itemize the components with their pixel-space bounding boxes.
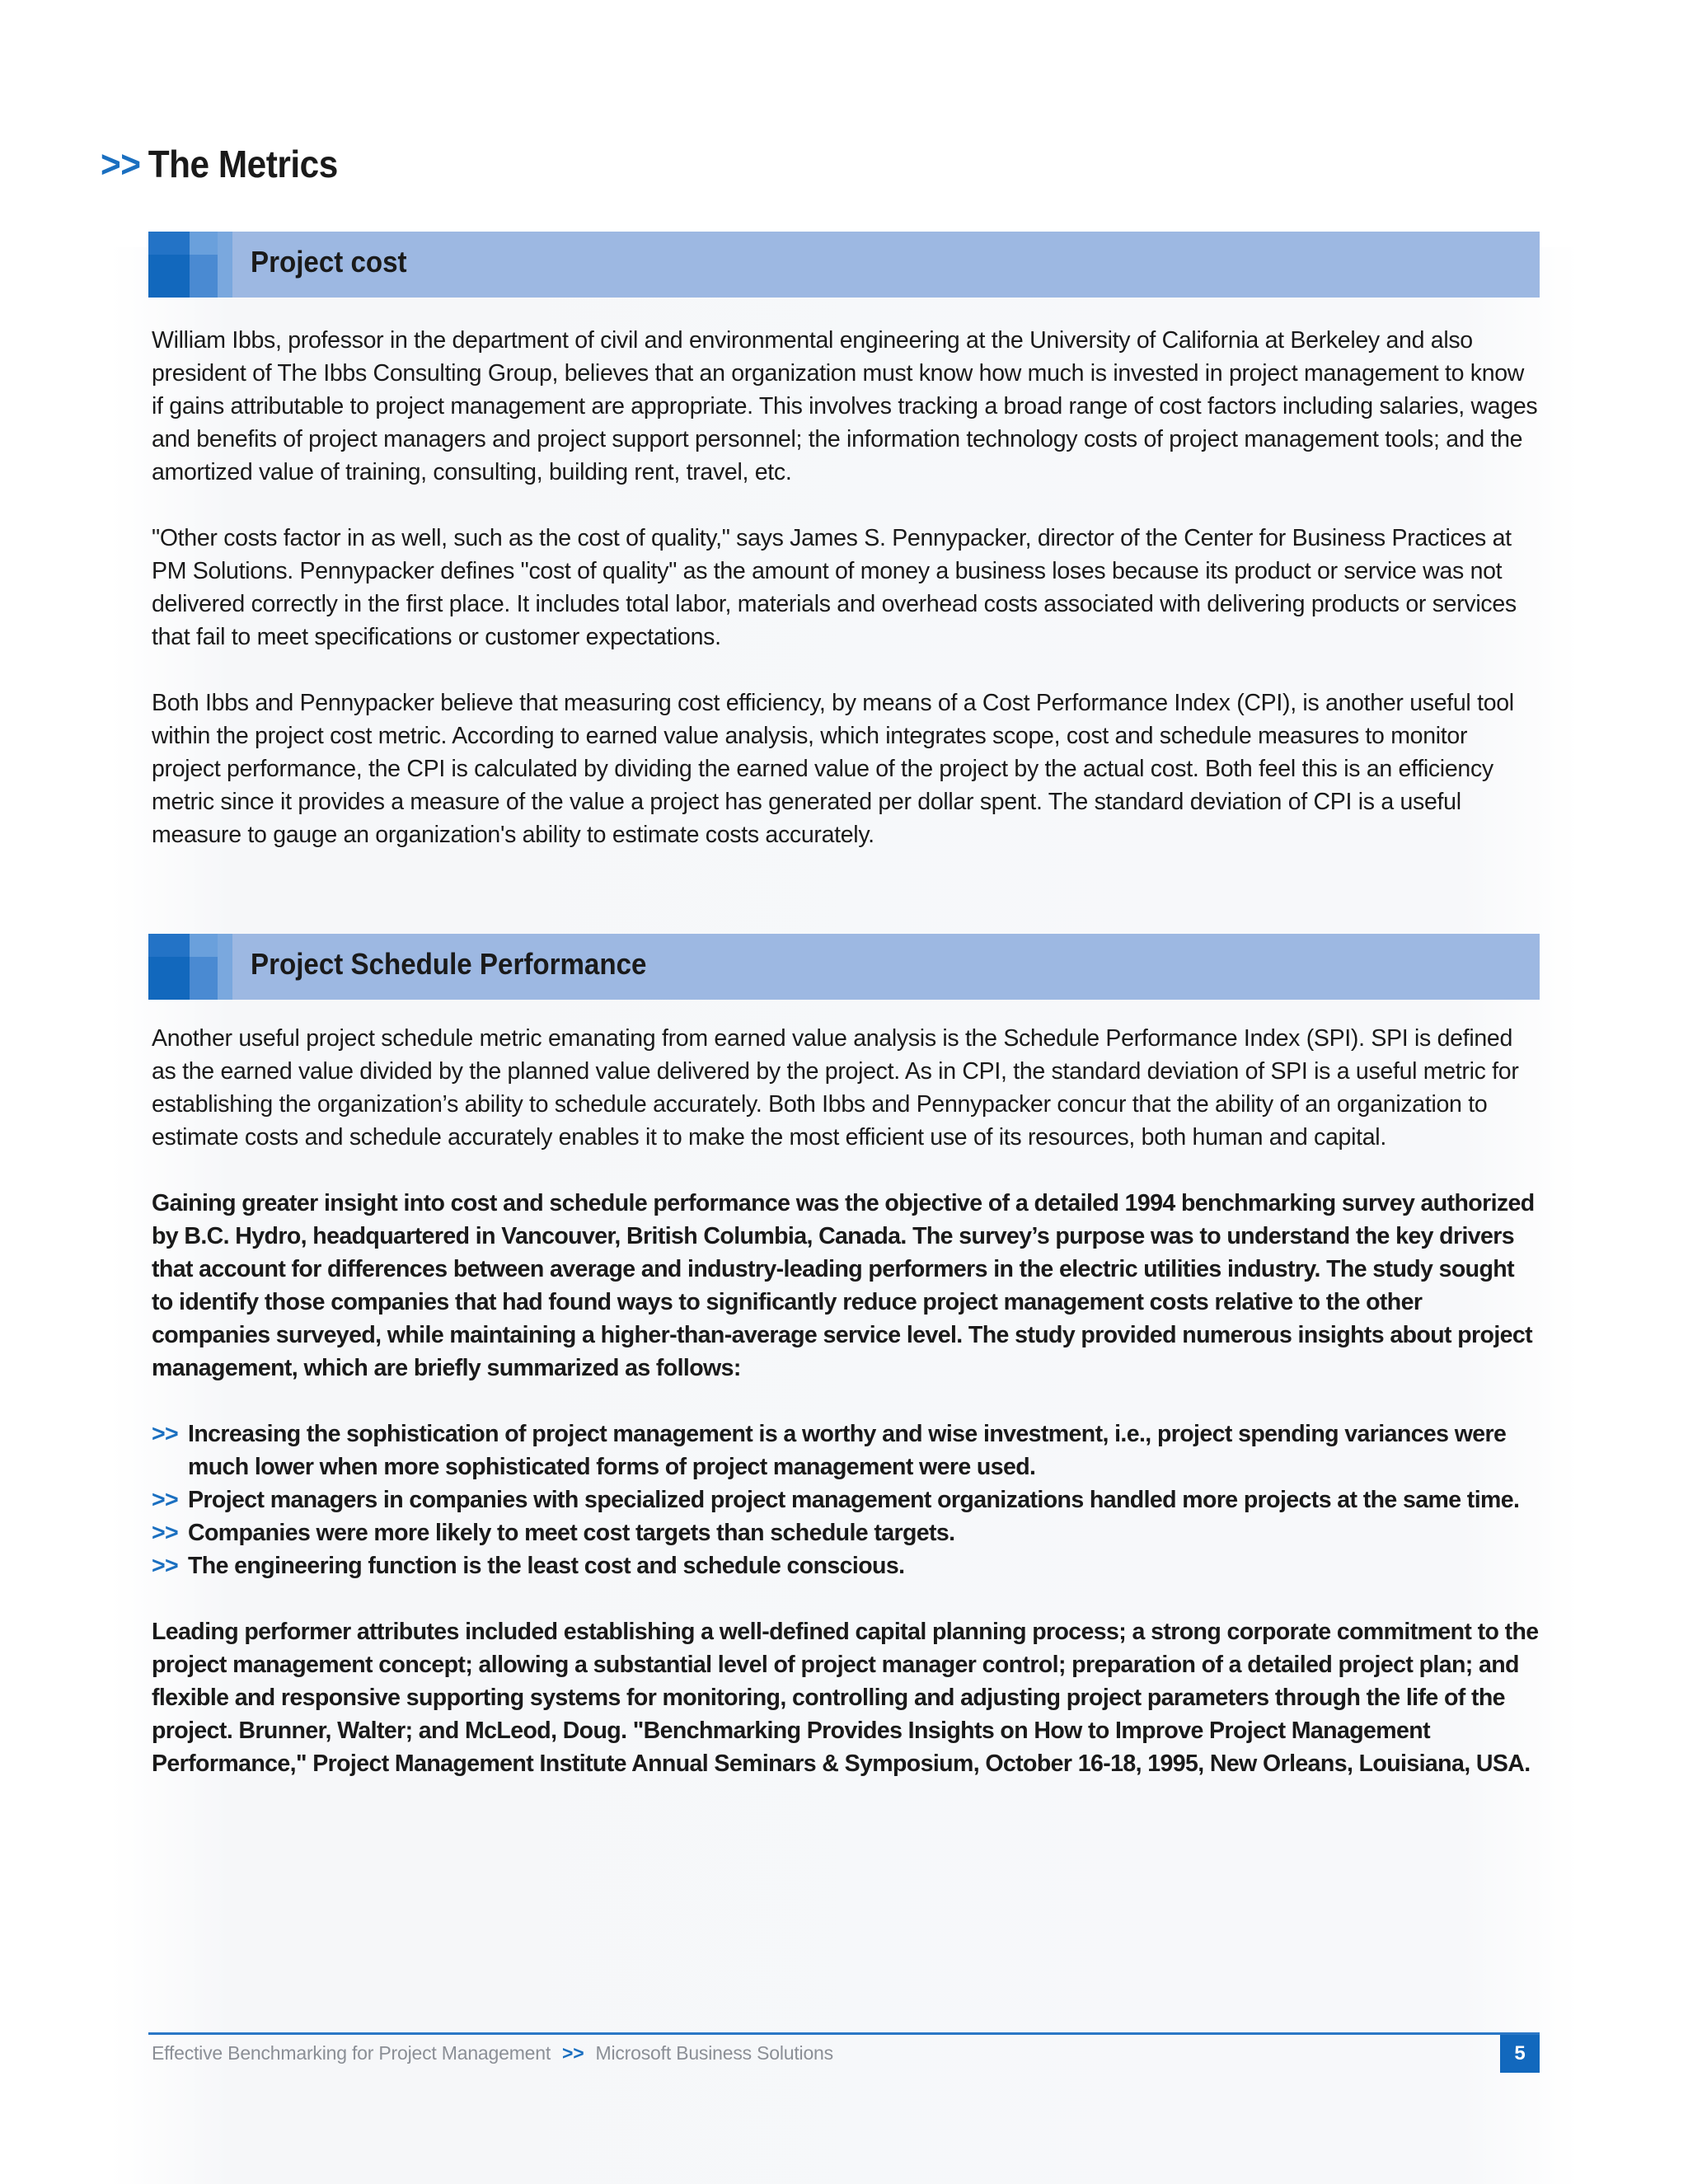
page-title-text: The Metrics: [148, 143, 338, 185]
footer: [152, 2042, 833, 2064]
bold-block: [152, 1615, 1540, 1780]
paragraph: "Other costs factor in as well, such as the cost of quality," says James S. Pennypacker, director of the Center for Business Practices at PM Solutions. Pennypacker defines "cost of quality" as the amount of money a business loses because its product or service was not delivered correctly in the first place. It includes total labor, materials and overhead costs associated with delivering products or services that fail to meet specifications or customer expectations.: [152, 525, 1517, 650]
header-block-decoration: [218, 232, 232, 298]
paragraph: Both Ibbs and Pennypacker believe that measuring cost efficiency, by means of a Cost Performance Index (CPI), is another useful tool within the project cost metric. According to earned value analysis, which integrates scope, cost and schedule measures to monitor project performance, the CPI is calculated by dividing the earned value of the project by the actual cost. Both feel this is an efficiency metric since it provides a measure of the value a project has generated per dollar spent. The standard deviation of CPI is a useful measure to gauge an organization's ability to estimate costs accurately.: [152, 690, 1514, 848]
list-item: [152, 1483, 1540, 1516]
list-item: [152, 1418, 1540, 1483]
list-item-text: Companies were more likely to meet cost targets than schedule targets.: [188, 1520, 955, 1546]
header-block-decoration: [190, 232, 218, 255]
section-heading: Project Schedule Performance: [251, 947, 647, 981]
footer-document-title: Effective Benchmarking for Project Management: [152, 2042, 551, 2064]
chevron-icon: >>: [152, 1421, 179, 1447]
paragraph: Another useful project schedule metric emanating from earned value analysis is the Schedule Performance Index (SPI). SPI is defined as the earned value divided by the planned value delivered by the project. As in CPI, the standard deviation of SPI is a useful metric for establishing the organization’s ability to schedule accurately. Both Ibbs and Pennypacker concur that the ability of an organization to estimate costs and schedule accurately enables it to make the most efficient use of its resources, both human and capital.: [152, 1025, 1519, 1151]
footer-chevron-icon: >>: [562, 2042, 584, 2064]
list-item-text: Project managers in companies with specialized project management organizations handled more projects at the same time.: [188, 1487, 1520, 1513]
section-header-project-cost: [148, 232, 1540, 298]
footer-company: Microsoft Business Solutions: [595, 2042, 833, 2064]
chevron-icon: >>: [152, 1553, 179, 1579]
paragraph: William Ibbs, professor in the department of civil and environmental engineering at the University of California at Berkeley and also president of The Ibbs Consulting Group, believes that an organization must know how much is invested in project management to know if gains attributable to project management are appropriate. This involves tracking a broad range of cost factors including salaries, wages and benefits of project managers and project support personnel; the information technology costs of project management tools; and the amortized value of training, consulting, building rent, travel, etc.: [152, 327, 1538, 485]
findings-list: [152, 1418, 1540, 1582]
title-chevron-icon: >>: [101, 143, 141, 185]
header-block-decoration: [148, 934, 191, 957]
bold-block: [152, 1187, 1540, 1385]
list-item: [152, 1549, 1540, 1582]
paragraph: Gaining greater insight into cost and schedule performance was the objective of a detailed 1994 benchmarking survey authorized by B.C. Hydro, headquartered in Vancouver, British Columbia, Canada. The survey’s purpose was to understand the key drivers that account for differences between average and industry-leading performers in the electric utilities industry. The study sought to identify those companies that had found ways to significantly reduce project management costs relative to the other companies surveyed, while maintaining a higher-than-average service level. The study provided numerous insights about project management, which are briefly summarized as follows:: [152, 1190, 1535, 1381]
section-body-project-cost: [152, 324, 1540, 884]
list-item: [152, 1516, 1540, 1549]
list-item-text: Increasing the sophistication of project management is a worthy and wise investment, i.e., project spending variances were much lower when more sophisticated forms of project management were used.: [188, 1421, 1507, 1480]
section-heading: Project cost: [251, 245, 407, 279]
page-number: 5: [1500, 2035, 1540, 2073]
chevron-icon: >>: [152, 1520, 179, 1546]
list-item-text: The engineering function is the least cost and schedule conscious.: [188, 1553, 905, 1579]
header-block-decoration: [190, 934, 218, 957]
page-title: [101, 142, 338, 186]
header-block-decoration: [148, 232, 191, 255]
chevron-icon: >>: [152, 1487, 179, 1513]
footer-divider: [148, 2032, 1540, 2035]
section-header-schedule-performance: [148, 934, 1540, 1000]
section-body-schedule-performance: [152, 1022, 1540, 1813]
closing-paragraph: Leading performer attributes included establishing a well-defined capital planning process; a strong corporate commitment to the project management concept; allowing a substantial level of project manager control; preparation of a detailed project plan; and flexible and responsive supporting systems for monitoring, controlling and adjusting project parameters through the life of the project. Brunner, Walter; and McLeod, Doug. "Benchmarking Provides Insights on How to Improve Project Management Performance," Project Management Institute Annual Seminars & Symposium, October 16-18, 1995, New Orleans, Louisiana, USA.: [152, 1619, 1539, 1777]
header-block-decoration: [218, 934, 232, 1000]
